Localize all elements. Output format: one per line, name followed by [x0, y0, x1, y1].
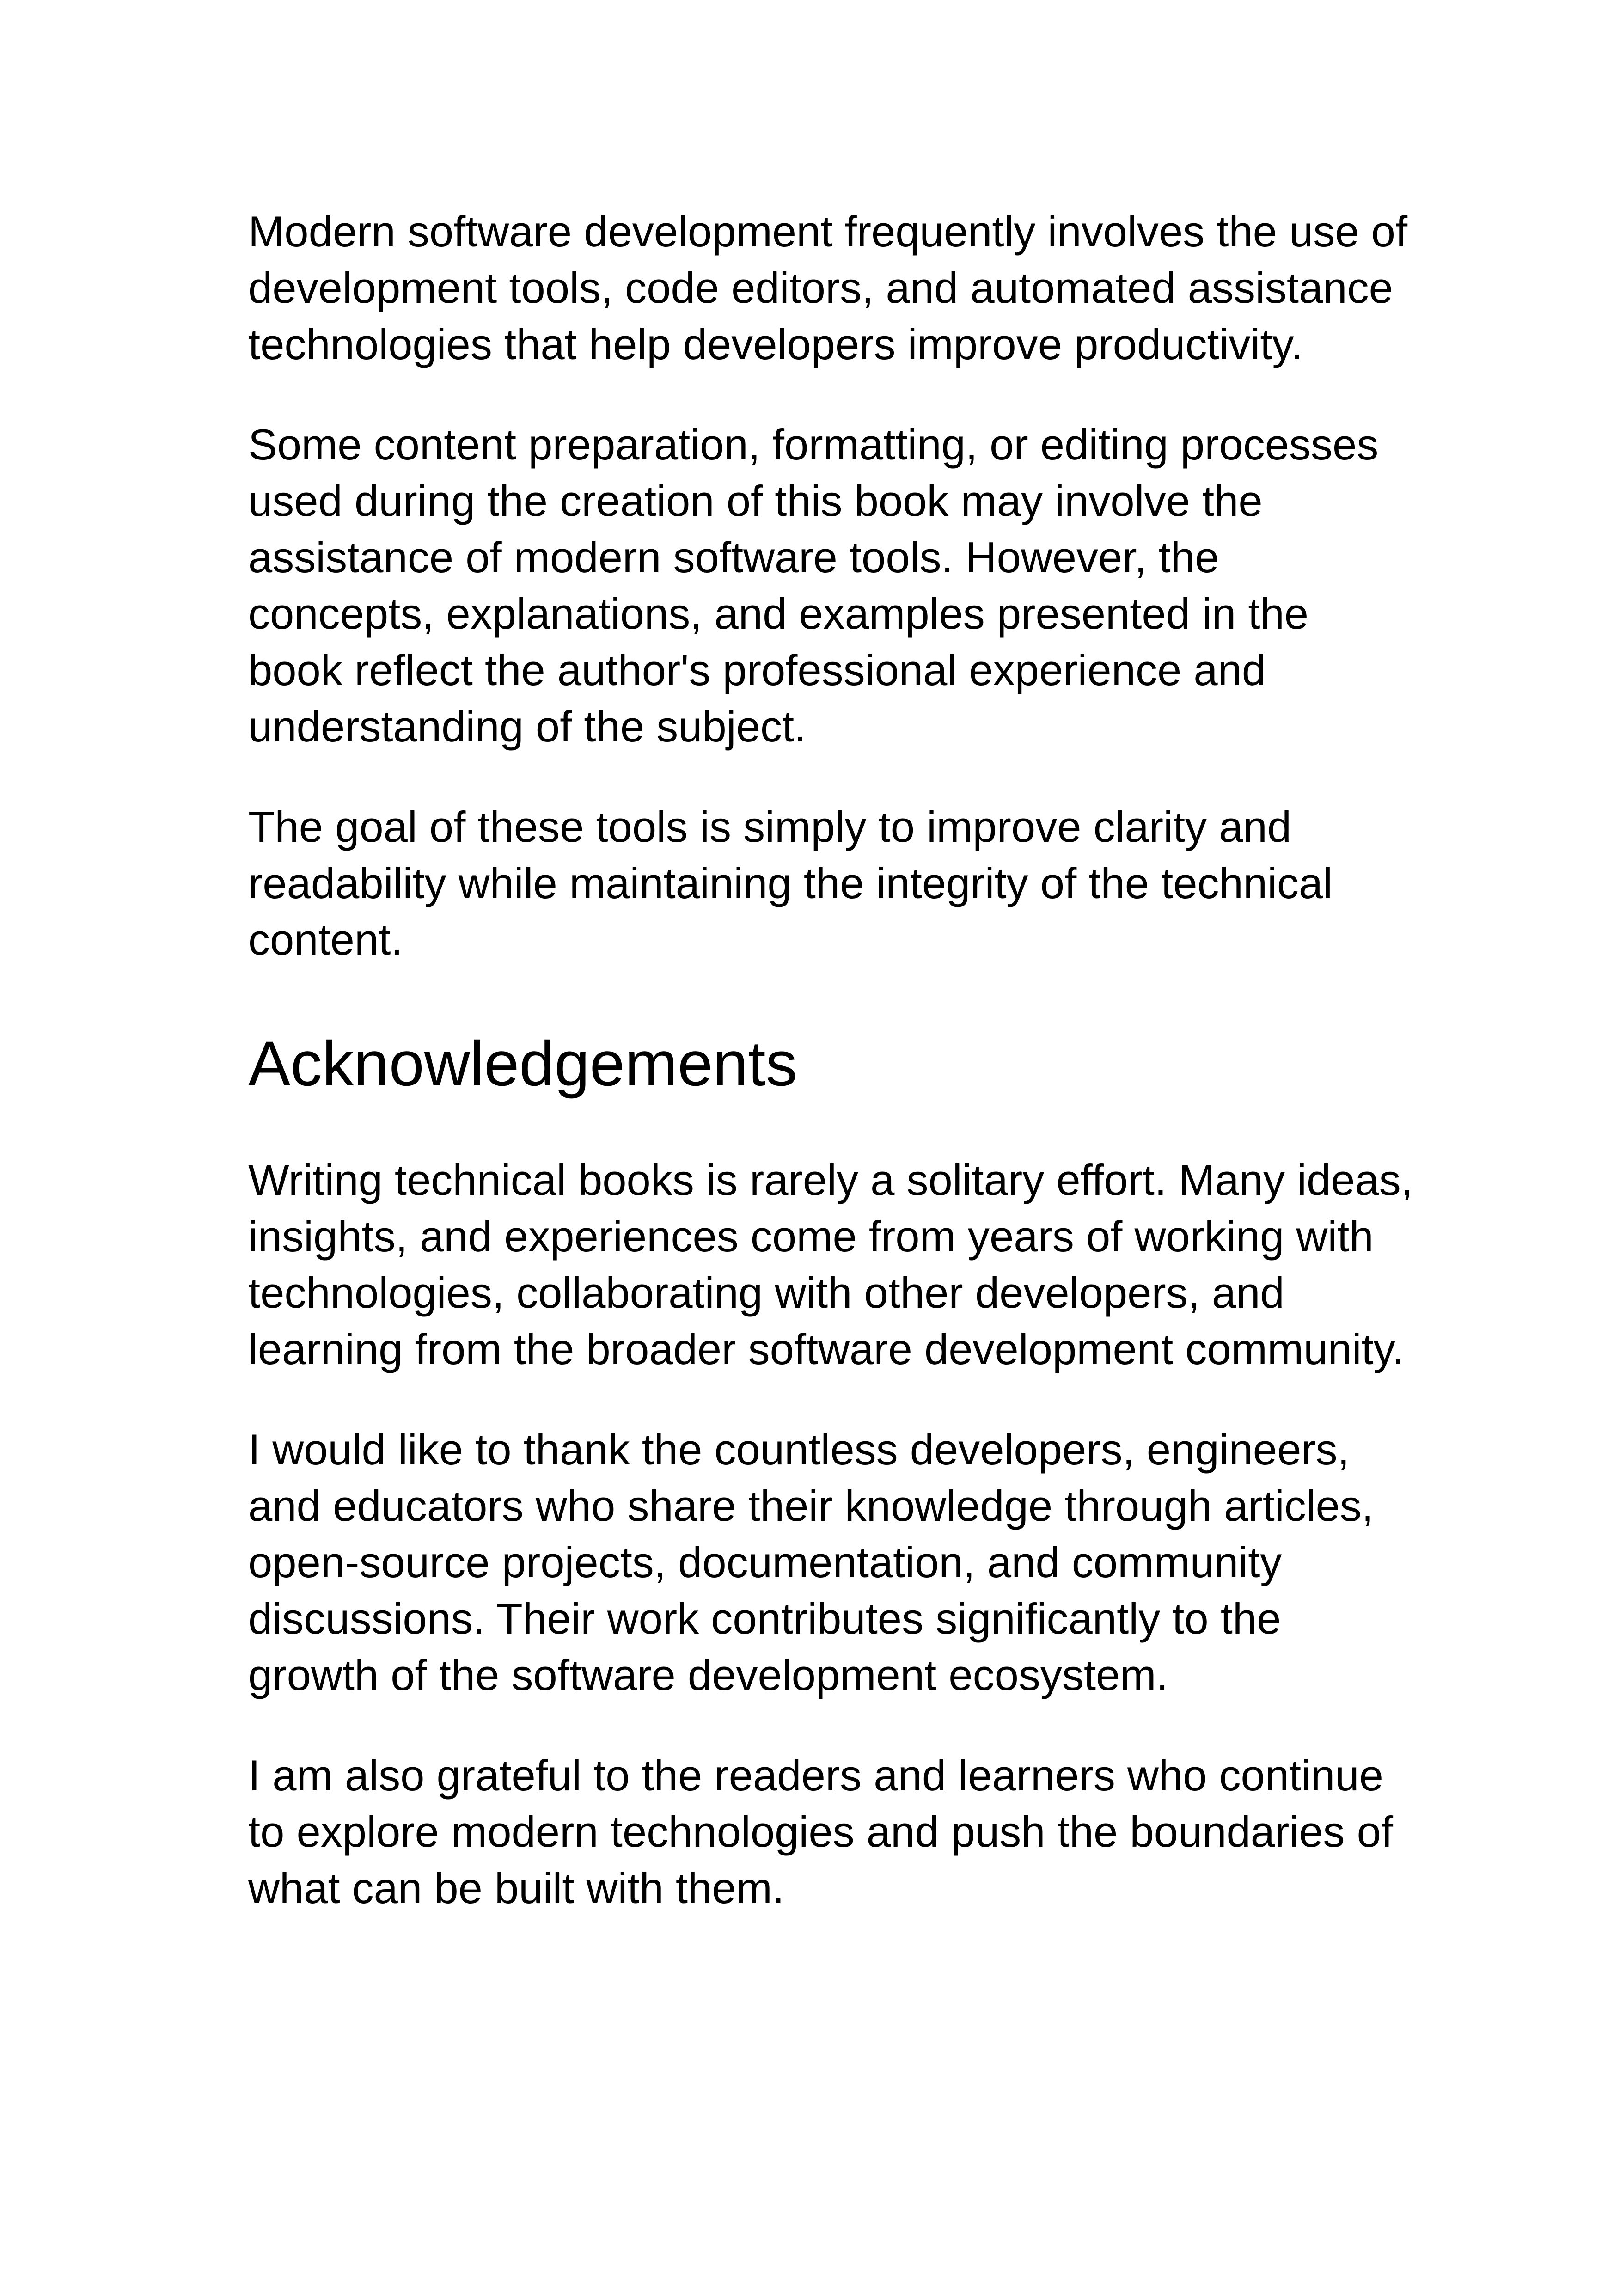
intro-paragraph-2: Some content preparation, formatting, or editing processes used during the creation of this book may involve the assistance of modern software tools. However, the concepts, explanations, and examples presented in the book reflect the author's professional experience and understanding of the subject. [248, 420, 1379, 751]
page-body [248, 203, 1413, 1960]
acknowledgements-heading: Acknowledgements [248, 1029, 797, 1099]
intro-paragraph-3: The goal of these tools is simply to improve clarity and readability while maintaining the integrity of the technical content. [248, 802, 1333, 964]
acknowledgements-paragraph-2: I would like to thank the countless developers, engineers, and educators who share their knowledge through articles, open-source projects, documentation, and community discussions. Their work contributes significantly to the growth of the software development ecosystem. [248, 1425, 1374, 1699]
intro-paragraph-1: Modern software development frequently involves the use of development tools, code editors, and automated assistance technologies that help developers improve productivity. [248, 207, 1408, 368]
acknowledgements-paragraph-3: I am also grateful to the readers and learners who continue to explore modern technologies and push the boundaries of what can be built with them. [248, 1751, 1394, 1912]
acknowledgements-paragraph-1: Writing technical books is rarely a solitary effort. Many ideas, insights, and experiences come from years of working with technologies, collaborating with other developers, and learning from the broader software development community. [248, 1156, 1413, 1373]
